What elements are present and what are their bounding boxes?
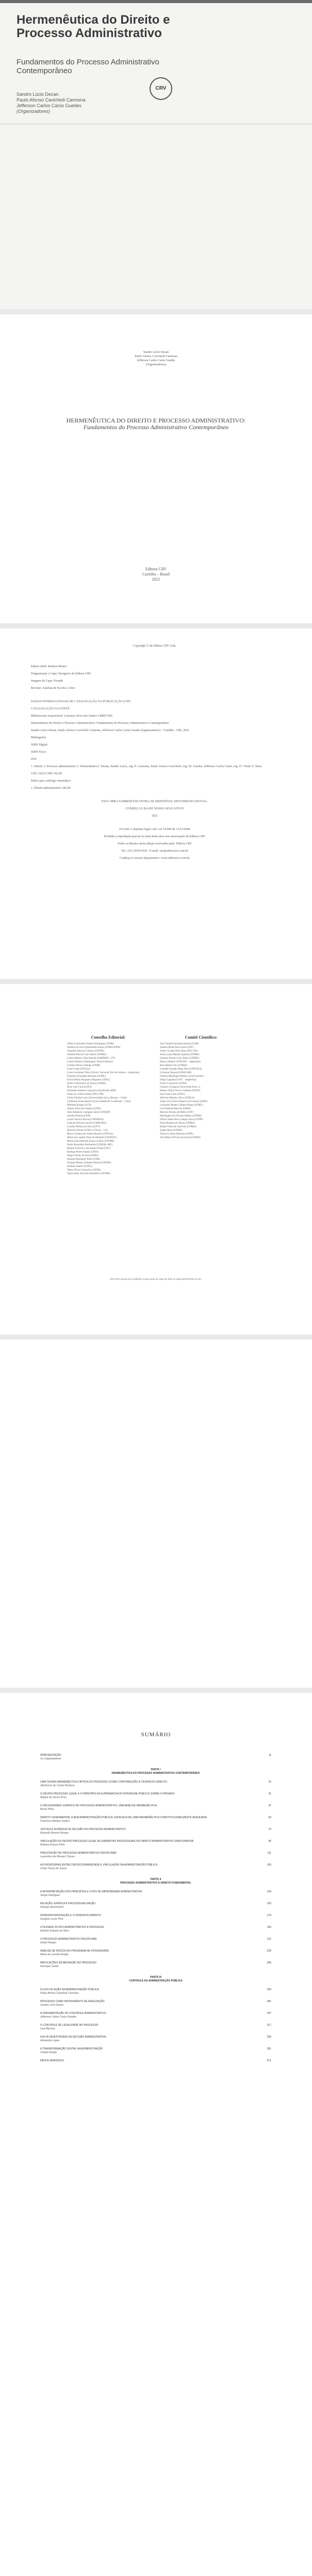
toc-entry-page: 143 [267, 1890, 271, 1893]
cover-orgs-label: (Organizadores) [17, 109, 51, 114]
copyright-line: Copyright © da Editora CRV Ltda. [133, 645, 176, 648]
catalog-line: ISBN Físico [31, 751, 46, 754]
catalog-line: CONHEÇA E BAIXE NOSSO APLICATIVO! [125, 807, 184, 810]
toc-entry-title: O CONTROLE DE LEGALIDADE NO PROCESSO [40, 2024, 98, 2027]
toc-entry-author: Eduardo Moreira Moraes [40, 1832, 69, 1835]
editorial-member: Paulo Romualdo Hernandes (UNIFAL-MG) [67, 1144, 113, 1146]
catalog-line: Sandro Lúcio Dezan, Paulo Afonso Cavichioli Carmona, Jefferson Carlos Carús Guedes (organizadores) – Curitiba : CRV, 2021. [31, 729, 190, 732]
catalog-page [0, 629, 312, 979]
toc-entry [40, 1754, 271, 1761]
toc-entry [40, 2012, 271, 2019]
toc-entry [40, 1863, 271, 1871]
scientific-member: Cristiane Dupret (UNISUAM) [160, 1072, 192, 1074]
toc-part-name: CONTROLE DA ADMINISTRAÇÃO PÚBLICA [129, 1979, 183, 1982]
toc-entry-row [40, 1804, 271, 1808]
toc-entry [40, 1816, 271, 1823]
toc-entry-title: A TRANSFORMAÇÃO DIGITAL NA ADMINISTRAÇÃO [40, 2047, 103, 2050]
toc-entry-row [40, 1863, 271, 1867]
scientific-committee [160, 1036, 242, 1140]
toc-entry-row [40, 1890, 271, 1894]
toc-entry-row [40, 1781, 271, 1784]
toc-entry-title: FLUXO DE AÇÃO NA ADMINISTRAÇÃO PÚBLICA [40, 1988, 99, 1991]
toc-entry [40, 1804, 271, 1811]
editorial-member: Tadeu Oliver Gonçalves (UFPA) [67, 1169, 101, 1172]
editorial-member: Solange Helena Ximenes-Rocha (UFOPA) [67, 1162, 111, 1164]
toc-entry [40, 1926, 271, 1933]
toc-entry-page: 111 [267, 1852, 271, 1855]
board-footnote: Este livro passou por avaliação e aprovação às cegas de dois ou mais pareceristas ad hoc. [110, 1278, 202, 1281]
scientific-member: Candido Furtado Maia Neto (UNIVALI) [160, 1068, 202, 1071]
credits-orgs-label: (Organizadores) [146, 363, 166, 366]
toc-entry-title: UMA TEORIA HERMENÊUTICA CRÍTICA DO PROCESSO (COMO CONTRIBUIÇÃO À TEORIA DO DIREITO) [40, 1781, 168, 1784]
editorial-member: Anselmo Alencar Colares (UFOPA) [67, 1050, 104, 1053]
editorial-member: Elione Maria Nogueira Diogenes (UFAL) [67, 1079, 110, 1081]
cover-title: Hermenêutica do Direito e Processo Administrativo [17, 13, 170, 40]
scientific-member: Flavio Gonçalves (UFPE) [160, 1082, 187, 1085]
scientific-member: Iara Costa Leite (UFSC) [160, 1093, 186, 1096]
toc-entry-author: Jânderson de Castro Barbosa [40, 1784, 75, 1787]
credits-year: 2021 [152, 577, 160, 582]
toc-entry-row [40, 1926, 271, 1929]
toc-entry-title: O PROCESSO ADMINISTRATIVO DISCIPLINAR [40, 1938, 97, 1941]
toc-entry [40, 1890, 271, 1897]
editorial-member: Celso Conti (UFSCar) [67, 1068, 90, 1071]
credits-author: Sandro Lúcio Dezan [143, 351, 169, 354]
catalog-line: Tel.: (41) 3039-6418 - E-mail: sac@editoracrv.com.br [121, 850, 188, 853]
scientific-member: Tereza Cristina Barbosa (UFPE) [160, 1133, 193, 1136]
toc-entry-row [40, 1938, 271, 1941]
toc-entry-author: Sandro Lúcio Dezan [40, 2004, 64, 2007]
toc-entry [40, 2024, 271, 2031]
scientific-member: Antônio Pereira Gaio Júnior (UFRRJ) [160, 1057, 200, 1060]
credits-page [0, 314, 312, 623]
catalog-line: CDU 342.9 CDD 342.06 [31, 772, 62, 775]
scientific-member: Daniela Menengoti Ribeiro (UniCesumar) [160, 1075, 204, 1078]
credits-author: Paulo Afonso Cavichioli Carmona [135, 355, 177, 358]
scientific-member: Jorge Luís Fortes Pinheiro da Camara (UERJ) [160, 1100, 208, 1103]
toc-part-header [40, 1878, 271, 1885]
editorial-member: Fernando Antônio Gonçalves Alcoforado (IPB) [67, 1090, 116, 1092]
scientific-member: Ana Claudia Farranha Santana (UnB) [160, 1043, 199, 1045]
toc-entry-title: JUSTIÇA E AUSÊNCIA DE DECISÃO NO PROCESSO ADMINISTRATIVO [40, 1828, 126, 1831]
toc-entry-title: O DEVIDO PROCESSO LEGAL E O PRINCÍPIO DA SUPREMACIA DO INTERESSE PÚBLICO SOBRE O PRIVADO [40, 1792, 175, 1795]
scientific-member: Andre Vicente Pires Rosa (PUC-RS) [160, 1050, 198, 1053]
catalog-line: CATALOGAÇÃO NA FONTE [31, 707, 70, 710]
toc-part-label: PARTE I [151, 1768, 161, 1771]
toc-entry-author: Jefferson Carlos Carús Guedes [40, 2015, 77, 2019]
editorial-member: Maria de Lourdes Pinto de Almeida (UNOESC) [67, 1137, 117, 1139]
toc-entry-row [40, 1754, 271, 1757]
catalog-line: Foi feito o depósito legal conf. Lei 10.994 de 14/12/2004 [119, 828, 190, 831]
toc-entry-page: 47 [268, 1804, 271, 1807]
toc-entry [40, 1914, 271, 1921]
toc-entry [40, 1852, 271, 1859]
toc-entry-row [40, 1828, 271, 1832]
toc-part-label: PARTE II [150, 1878, 161, 1881]
toc-entry-author: Alexandre Lopes [40, 2039, 60, 2042]
toc-entry-title: VINCULAÇÃO DO DEVIDO PROCESSO LEGAL ÀS GARANTIAS PROCESSUAIS NO DIREITO ADMINISTRATIVO SANCIONADOR [40, 1840, 194, 1843]
scientific-member: Gustavo Cerqueira (Université Paris 1) [160, 1086, 201, 1089]
toc-entry-row [40, 1852, 271, 1855]
toc-entry [40, 1902, 271, 1909]
editorial-member: Rodrigo Pratte-Santos (UFES) [67, 1151, 99, 1154]
catalog-line: Bibliografia [31, 736, 46, 739]
credits-title: HERMENÊUTICA DO DIREITO E PROCESSO ADMINISTRATIVO: [66, 417, 246, 424]
toc-entry [40, 1792, 271, 1800]
scientific-member: Helena Telino Neves Godinho (UFRN) [160, 1090, 201, 1092]
toc-entry [40, 2047, 271, 2055]
toc-entry-row [40, 1961, 271, 1965]
editorial-member: Renato Francisco dos Santos Paula (UFG) [67, 1147, 111, 1150]
toc-entry-title: ÍNDICE REMISSIVO [40, 2059, 64, 2062]
toc-entry-page: 31 [268, 1792, 271, 1795]
toc-entry-row [40, 1902, 271, 1906]
credits-title-block [0, 417, 312, 431]
credits-authors [0, 350, 312, 367]
toc-entry [40, 2000, 271, 2007]
toc-title: SUMÁRIO [141, 1732, 171, 1738]
toc-entry [40, 1828, 271, 1835]
toc-entry-row [40, 2047, 271, 2051]
toc-part-header [40, 1976, 271, 1983]
editorial-member: Josania Portela (UFPI) [67, 1115, 91, 1117]
toc-entry-title: PRESCRIÇÃO NO PROCESSO ADMINISTRATIVO DISCIPLINAR [40, 1852, 117, 1855]
cover-subtitle: Fundamentos do Processo Administrativo Contemporâneo [17, 58, 159, 75]
toc-part-name: PROCESSO ADMINISTRATIVO E DIREITO FUNDAMENTAL [120, 1882, 191, 1885]
editorial-member: Carmen Tereza Velanga (UNIR) [67, 1064, 101, 1067]
editorial-member: Simone Rodrigues Pinto (UNB) [67, 1158, 101, 1161]
editorial-member: João Adalberto Campato Junior (UNESP) [67, 1111, 110, 1114]
toc-entry-page: 163 [267, 1902, 271, 1905]
toc-entry-author: Henrique Sarkis [40, 1965, 59, 1968]
editorial-member: Lourdes Helena da Silva (UFV) [67, 1126, 100, 1128]
editorial-member: Leonel Severo Rocha (UNISINOS) [67, 1118, 104, 1121]
toc-entry-row [40, 2012, 271, 2015]
scientific-member: Braz Batista Vas (UFRRJ) [160, 1064, 187, 1067]
editorial-member: Sydione Santos (UEPG) [67, 1165, 92, 1168]
cover-page [0, 0, 312, 309]
toc-entry-author: Daniel Borges [40, 1941, 57, 1944]
editorial-member: Sérgio Nunes de Jesus (IFRO) [67, 1155, 98, 1157]
toc-entry-title: AS FRONTEIRAS ENTRE DISCRICIONARIEDADE E VINCULAÇÃO NA ADMINISTRAÇÃO PÚBLICA [40, 1863, 158, 1867]
scientific-member: Mariângela de Oliveira Mattos (UFRRJ) [160, 1115, 202, 1117]
catalog-line: Todos os direitos desta edição reservados pela: Editora CRV [117, 842, 192, 845]
credits-subtitle: Fundamentos do Processo Administrativo Contemporâneo [83, 423, 229, 431]
catalog-line: 1. Direito 2. Processo administrativo 3. Hermenêutica I. Dezan, Sandro Lúcio, org. II. Carmona, Paulo Afonso Cavichioli, org. III. Guedes, Jefferson Carlos Carús, org. IV. Título V. Série. [31, 765, 262, 768]
catalog-line: Bibliotecária responsável: Luzenira Alves dos Santos CRB9/1506 [31, 715, 112, 718]
toc-entry-author: Ângela de Sousa Pires [40, 1796, 67, 1799]
editorial-member: Eduardo Fernandes Barbosa (UFMG) [67, 1075, 106, 1078]
editorial-board-title: Conselho Editorial: [91, 1035, 126, 1040]
toc-entry-title: RELAÇÃO JURÍDICA E PROCESSUALIZAÇÃO [40, 1902, 95, 1905]
board-page [0, 984, 312, 1334]
toc-entry [40, 1840, 271, 1847]
toc-entry [40, 2036, 271, 2043]
toc-entry-row [40, 2059, 271, 2063]
cover-author: Jefferson Carlos Carús Guedes [17, 103, 81, 108]
toc-entry-row [40, 2024, 271, 2027]
toc-entry-title: A ALTA OBJETIVIDADE DA DECISÃO ADMINISTRATIVA [40, 2036, 106, 2039]
toc-entry-row [40, 2000, 271, 2004]
toc-entry-page: 229 [267, 1950, 271, 1953]
toc-entry [40, 1988, 271, 1995]
scientific-member: Anna Luiza Martins Spínola (UFRRJ) [160, 1054, 200, 1056]
toc-entry-title: A FRAGMENTAÇÃO DO CONTROLE ADMINISTRATIVO [40, 2012, 106, 2015]
editorial-member: Helmuth Krüger (UCP) [67, 1104, 92, 1107]
scientific-member: Sergio Rosa (UFRRJ) [160, 1129, 183, 1132]
credits-city: Curitiba – Brasil [142, 572, 170, 577]
toc-entry-author: Paulo Afonso Cavichioli Carmona [40, 1992, 79, 1995]
editorial-member: Guillermo Arias Beatón (Universidade de La Havana – Cuba) [67, 1100, 131, 1103]
editorial-member: Maria Cristina dos Santos Bezerra (UFSCar) [67, 1133, 113, 1136]
scientific-member: Paulo Roberto de Abreu (UFRRJ) [160, 1122, 195, 1125]
scientific-committee-title: Comitê Científico: [185, 1035, 218, 1040]
editorial-member: Carlos Alberto Vilar Estêvão (UMINHO – PT) [67, 1057, 116, 1060]
scientific-member: Luís Roberto Barroso (UERJ) [160, 1108, 191, 1110]
editorial-member: Francisco Carlos Duarte (PUC-PR) [67, 1093, 104, 1096]
toc-entry-author: Antônio Roberto da Silva [40, 1929, 69, 1933]
toc-entry [40, 1781, 271, 1788]
editorial-member: Aldira Guimarães Duarte Domínguez (UNB) [67, 1043, 114, 1045]
toc-entry-author: Sergio Rodrigues [40, 1894, 60, 1897]
catalog-line: Diagramação e Capa: Designers da Editora CRV [31, 672, 91, 675]
cover-top-bar [0, 0, 312, 3]
toc-entry-page: 335 [267, 2036, 271, 2039]
toc-part-name: HERMENÊUTICA DO PROCESSO ADMINISTRATIVO CONTEMPORÂNEO [111, 1772, 200, 1775]
toc-entry-title: IMPLICAÇÕES DA MEDIAÇÃO NO PROCESSO [40, 1961, 96, 1964]
scientific-member: Diego Lapalma (UNC – Argentina) [160, 1079, 196, 1081]
toc-entry-page: 317 [267, 2024, 271, 2027]
toc-entry [40, 1950, 271, 1957]
scientific-member: Marcelo Pereira de Mello (UFF) [160, 1111, 193, 1114]
toc-entry-author: Bruno Pinto [40, 1808, 54, 1811]
toc-entry-page: 211 [267, 1938, 271, 1941]
toc-entry-page: 11 [268, 1754, 271, 1757]
credits-imprint [0, 567, 312, 582]
toc-entry-page: 15 [268, 1781, 271, 1784]
toc-entry-author: Viviane Araújo [40, 2051, 57, 2054]
blank-page [0, 1340, 312, 1688]
editorial-member: Cesar Gerónimo Tello (Univer. Nacional Três de Febrero – Argentina) [67, 1072, 140, 1074]
catalog-line: 1. Direito administrativo 342.06 [31, 787, 71, 790]
scientific-member: Nilson Tadeu Reis Campos Silva (UENP) [160, 1118, 203, 1121]
scientific-member: Blanca Zeberio (UNICEN – Argentina) [160, 1061, 201, 1063]
toc-entry-page: 195 [267, 1926, 271, 1929]
toc-entry-row [40, 1792, 271, 1796]
toc-entry-row [40, 1950, 271, 1953]
toc-entry-page: 95 [268, 1840, 271, 1843]
toc-entry [40, 1938, 271, 1945]
catalog-line: Hermenêutica do Direito e Processo Administrativo: Fundamentos do Processo Administrativo Contemporâneo [31, 722, 169, 725]
cover-author: Sandro Lúcio Dezan [17, 92, 59, 97]
editorial-member: Antônio Pereira Gaio Júnior (UFRRJ) [67, 1054, 107, 1056]
publisher-logo-icon [150, 77, 172, 100]
toc-entry-page: 245 [267, 1961, 271, 1964]
catalog-line: 2021 [152, 815, 158, 818]
scientific-member: Andrea Abrão Paes Leme (UFF) [160, 1046, 193, 1049]
toc-entry-page: 351 [267, 2047, 271, 2050]
toc-entry-row [40, 1816, 271, 1820]
toc-entry-author: Maria de Lourdes Araújo [40, 1953, 69, 1956]
toc-entry-page: 79 [268, 1828, 271, 1831]
catalog-line: Índice para catálogo sistemático [31, 779, 71, 783]
toc-entry-page: 125 [267, 1863, 271, 1867]
catalog-line: Conheça os nossos lançamentos: www.editoracrv.com.br [119, 857, 190, 860]
credits-publisher: Editora CRV [145, 567, 167, 571]
toc-entry-page: 371 [267, 2059, 271, 2062]
editorial-member: Gloria Fariñas León (Universidade de La Havana – Cuba) [67, 1097, 127, 1099]
toc-entry-author: Laurentino de Moraes Chaves [40, 1855, 75, 1858]
editorial-board [67, 1036, 150, 1176]
cover-author: Paulo Afonso Cavichioli Carmona [17, 97, 86, 103]
toc-entry-page: 63 [268, 1816, 271, 1819]
toc-entry-title: PROCESSO COMO INSTRUMENTO DE REALIZAÇÃO [40, 2000, 105, 2003]
toc-entry-author: Vivian Torres de Souza [40, 1867, 67, 1870]
publisher-logo-text: CRV [155, 86, 167, 91]
editorial-member: Jailson Alves dos Santos (UFRJ) [67, 1108, 101, 1110]
toc-entry-row [40, 2036, 271, 2039]
toc-entry-row [40, 1914, 271, 1918]
toc-entry-author: Francisco Adriano Santos [40, 1820, 70, 1823]
editorial-member: Tania Suely Azevedo Brasileiro (UFOPA) [67, 1173, 110, 1175]
catalog-line: Revisão: Analista de Escrita e Artes [31, 687, 75, 690]
credits-author: Jefferson Carlos Carús Guedes [137, 359, 175, 362]
scientific-member: Vera Maria Oliveira de Sousa (UFRRJ) [160, 1137, 201, 1139]
toc-entry [40, 2059, 271, 2063]
editorial-member: Carlos Federico Dominguez Avila (Unieuro) [67, 1061, 113, 1063]
toc-entry-row [40, 1840, 271, 1843]
toc-entry-page: 179 [267, 1914, 271, 1917]
editorial-member: Élsio José Corá (UFFS) [67, 1086, 92, 1089]
editorial-member: Maria Lília Imbiriba Sousa Colares (UFOPA) [67, 1140, 114, 1143]
toc-entry-page: 297 [267, 2012, 271, 2015]
editorial-member: Marcelo Paixão (UFRJ e UTexas – US) [67, 1129, 108, 1132]
toc-entry-title: APRESENTAÇÃO [40, 1754, 61, 1757]
toc-part-label: PARTE III [150, 1976, 162, 1979]
toc-entry-author: Adriana Passos Pinto [40, 1843, 65, 1846]
toc-entry-row [40, 1988, 271, 1992]
toc-entry-page: 263 [267, 1988, 271, 1991]
scientific-member: Leonardo Nemer Caldeira Brant (UFMG) [160, 1104, 203, 1107]
toc-entry-title: O DECISIONISMO JURÍDICO NO PROCESSO ADMINISTRATIVO: UMA ANÁLISE HERMENÊUTICA [40, 1804, 157, 1807]
cover-authors [17, 92, 86, 114]
catalog-line: Proibida a reprodução parcial ou total desta obra sem autorização da Editora CRV [104, 835, 206, 838]
catalog-line: ISBN Digital [31, 743, 47, 747]
catalog-line: Editor-chefe: Railson Moura [31, 665, 67, 668]
toc-page [0, 1693, 312, 2576]
scientific-member: Rafael Vieira de Azevedo (UFRRJ) [160, 1126, 196, 1128]
catalog-line: DOI [31, 758, 37, 761]
catalog-line: DADOS INTERNACIONAIS DE CATALOGAÇÃO NA PUBLICAÇÃO (CIP) [31, 700, 130, 703]
toc-entry-title: ANÁLISE DE RISCOS NO PROGRAMA DE INTEGRIDADE [40, 1950, 109, 1953]
toc-entry-title: UTILIDADE DO ATO ADMINISTRATIVO E PROCESSO [40, 1926, 104, 1929]
editorial-member: Andréia da Silva Quintanilha Sousa (UNIR/UFRN) [67, 1046, 121, 1049]
toc-entry-author: Os Organizadores [40, 1757, 61, 1760]
toc-part-header [40, 1768, 271, 1775]
toc-list [40, 1754, 271, 2067]
editorial-member: Elizeu Clementino de Souza (UNEB) [67, 1082, 106, 1085]
catalog-line: Imagem da Capa: Freepik [31, 680, 63, 683]
catalog-line: ESTA OBRA TAMBÉM ENCONTRA-SE DISPONÍVEL EM FORMATO DIGITAL. [101, 800, 208, 803]
editorial-member: Lídia de Oliveira Xavier (UNIEURO) [67, 1122, 107, 1125]
toc-entry-title: DESBUROCRATIZAÇÃO E O DESENVOLVIMENTO [40, 1914, 101, 1917]
toc-entry-author: Douglas Lucas Pina [40, 1918, 63, 1921]
toc-entry-page: 281 [267, 2000, 271, 2003]
toc-entry [40, 1961, 271, 1969]
toc-entry-author: Rodrigo Nascimento [40, 1906, 64, 1909]
toc-entry-author: Lara Barroso [40, 2027, 55, 2030]
toc-entry-title: A INTERPRETAÇÃO DOS PRINCÍPIOS E O ATO DE IMPROBIDADE ADMINISTRATIVA [40, 1890, 142, 1893]
toc-entry-title: DIREITO FUNDAMENTAL À BOA ADMINISTRAÇÃO PÚBLICA: EM BUSCA DE UMA HERMENÊUTICA CONSTITUCIONALMENTE ADEQUADA [40, 1816, 207, 1819]
scientific-member: Jeferson Mariano Silva (UFRGS) [160, 1097, 195, 1099]
